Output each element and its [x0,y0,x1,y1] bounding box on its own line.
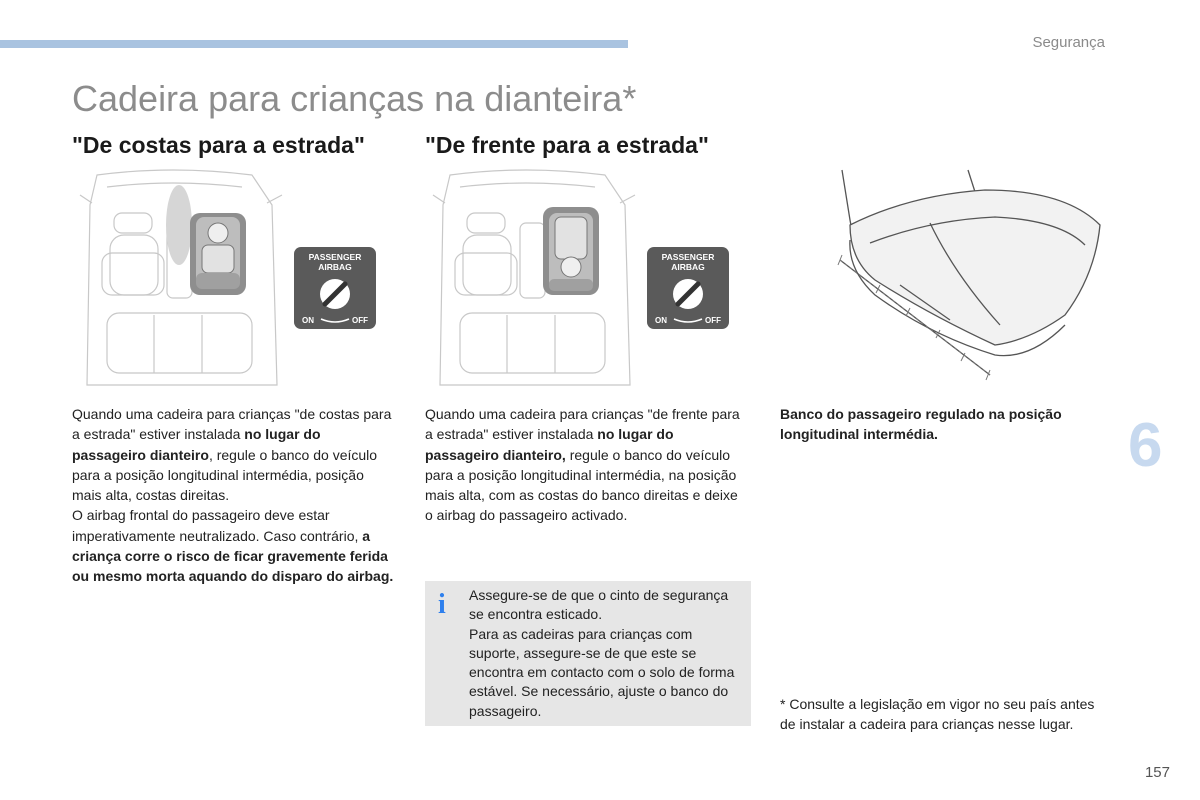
rear-facing-car-diagram [72,165,382,390]
subtitle-forward-facing: "De frente para a estrada" [425,132,709,158]
forward-facing-car-diagram [425,165,735,390]
badge-off-label: OFF [352,316,368,325]
text-run: O airbag frontal do passageiro deve estar imperativamente neutralizado. Caso contrário, [72,507,363,544]
forward-facing-instructions [425,404,745,526]
badge-on-label: ON [302,316,314,325]
badge-off-label: OFF [705,316,721,325]
seat-caption: Banco do passageiro regulado na posição longitudinal intermédia. [780,406,1062,443]
section-label: Segurança [1032,34,1105,51]
info-text [469,586,741,721]
info-paragraph: Assegure-se de que o cinto de segurança se encontra esticado. [469,587,729,623]
text-run: Quando uma cadeira para crianças "de frente para a estrada" estiver instalada [425,406,740,443]
page-number: 157 [1144,764,1170,781]
badge-label-line1: PASSENGER [308,252,362,262]
badge-label-line1: PASSENGER [661,252,715,262]
badge-label-line2: AIRBAG [671,262,705,272]
passenger-seat-illustration [780,165,1110,385]
emphasis-run: no lugar do passageiro dianteiro [72,426,321,463]
chapter-number: 6 [1128,411,1163,480]
badge-label-line2: AIRBAG [318,262,352,272]
page-title: Cadeira para crianças na dianteira* [72,78,637,119]
text-run: Quando uma cadeira para crianças "de costas para a estrada" estiver instalada [72,406,392,443]
footnote: * Consulte a legislação em vigor no seu país antes de instalar a cadeira para crianças nesse lugar. [780,696,1095,732]
info-paragraph: Para as cadeiras para crianças com suporte, assegure-se de que este se encontra em contacto com o solo de forma estável. Se necessário, ajuste o banco do passageiro. [469,625,735,719]
emphasis-run: no lugar do passageiro dianteiro, [425,426,674,463]
info-icon: i [438,589,446,620]
text-run: , regule o banco do veículo para a posição longitudinal intermédia, posição mais alta, costas direitas. [72,446,378,504]
badge-on-label: ON [655,316,667,325]
info-box [425,581,751,726]
rear-facing-instructions [72,404,397,587]
subtitle-rear-facing: "De costas para a estrada" [72,132,365,158]
text-run: regule o banco do veículo para a posição longitudinal intermédia, na posição mais alta, com as costas do banco direitas e deixe o airbag do passageiro activado. [425,446,738,524]
header-accent-bar [0,40,628,48]
warning-emphasis: a criança corre o risco de ficar gravemente ferida ou mesmo morta aquando do disparo do airbag. [72,527,394,585]
